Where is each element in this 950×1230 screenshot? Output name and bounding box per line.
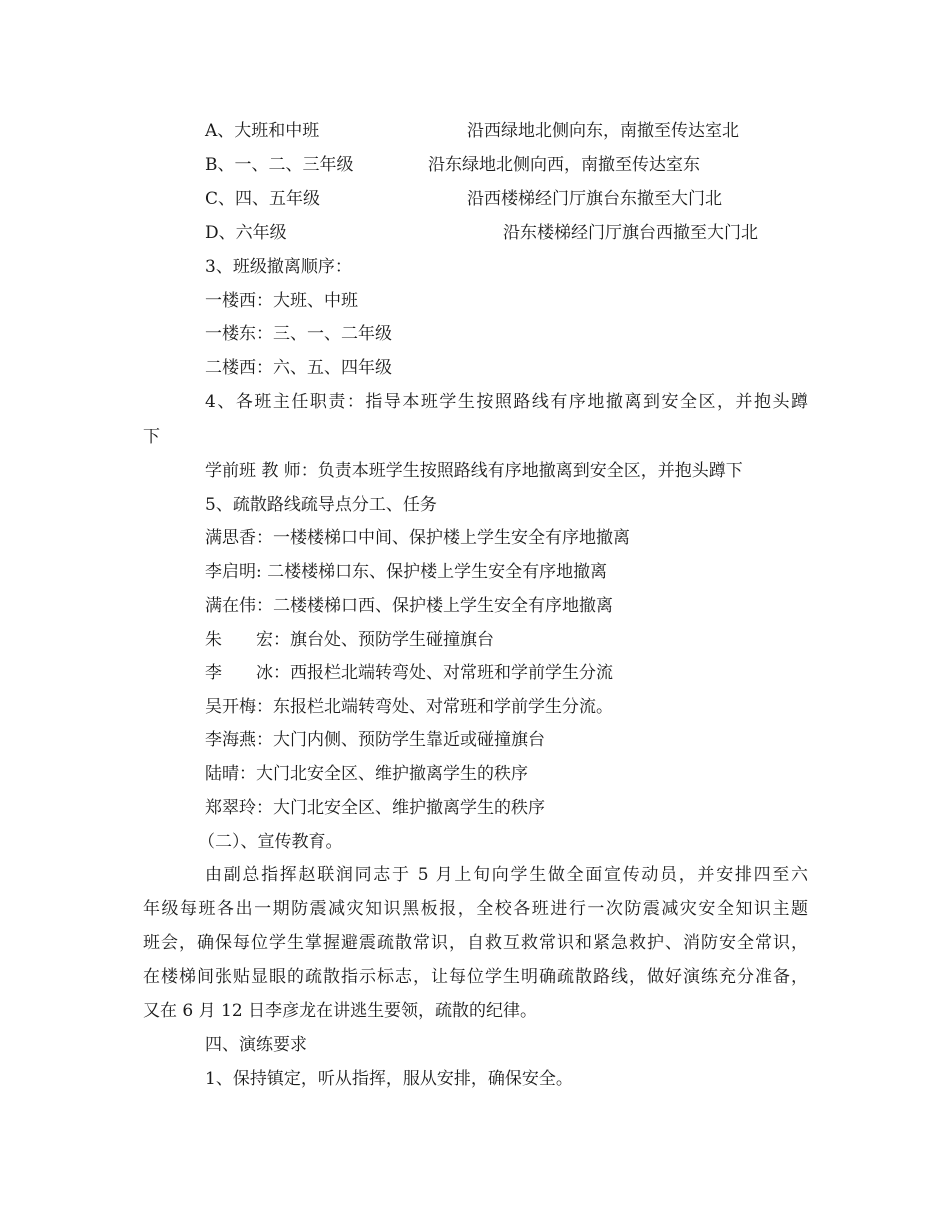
requirements-heading: 四、演练要求 [205,1035,307,1055]
order-line: 一楼东：三、一、二年级 [205,324,392,344]
duty-heading: 4、各班主任职责：指导本班学生按照路线有序地撤离到安全区，并抱头蹲 [205,392,808,412]
order-heading: 3、班级撤离顺序： [205,257,352,277]
requirement-item: 1、保持镇定，听从指挥，服从安排，确保安全。 [205,1069,573,1089]
route-path-b: 沿东绿地北侧向西，南撤至传达室东 [428,155,700,175]
order-line: 一楼西：大班、中班 [205,291,358,311]
publicity-paragraph-line: 又在 6 月 12 日李彦龙在讲逃生要领，疏散的纪律。 [143,1001,538,1021]
guide-line: 李海燕：大门内侧、预防学生靠近或碰撞旗台 [205,730,545,750]
route-group-c: C、四、五年级 [205,189,321,209]
guide-line: 满思香：一楼楼梯口中间、保护楼上学生安全有序地撤离 [205,528,630,548]
publicity-heading: （二）、宣传教育。 [198,832,343,852]
guide-line: 朱 宏：旗台处、预防学生碰撞旗台 [205,630,494,650]
guide-line: 吴开梅：东报栏北端转弯处、对常班和学前学生分流。 [205,697,613,717]
guide-line: 满在伟：二楼楼梯口西、保护楼上学生安全有序地撤离 [205,596,613,616]
publicity-paragraph-line: 由副总指挥赵联润同志于 5 月上旬向学生做全面宣传动员，并安排四至六 [205,865,808,885]
route-path-d: 沿东楼梯经门厅旗台西撤至大门北 [503,223,758,243]
route-group-a: A、大班和中班 [205,121,320,141]
route-group-d: D、六年级 [205,223,287,243]
order-line: 二楼西：六、五、四年级 [205,358,392,378]
guide-line: 郑翠玲：大门北安全区、维护撤离学生的秩序 [205,798,545,818]
guide-line: 李启明: 二楼楼梯口东、保护楼上学生安全有序地撤离 [205,562,608,582]
guide-line: 陆晴：大门北安全区、维护撤离学生的秩序 [205,764,528,784]
preschool-duty: 学前班 教 师：负责本班学生按照路线有序地撤离到安全区，并抱头蹲下 [205,461,743,481]
duty-heading-wrap: 下 [143,427,160,447]
publicity-paragraph-line: 在楼梯间张贴显眼的疏散指示标志，让每位学生明确疏散路线，做好演练充分准备， [143,967,808,987]
route-path-a: 沿西绿地北侧向东，南撤至传达室北 [467,121,739,141]
publicity-paragraph-line: 班会，确保每位学生掌握避震疏散常识，自救互救常识和紧急救护、消防安全常识， [143,933,808,953]
route-path-c: 沿西楼梯经门厅旗台东撤至大门北 [467,189,722,209]
guides-heading: 5、疏散路线疏导点分工、任务 [205,495,437,515]
guide-line: 李 冰：西报栏北端转弯处、对常班和学前学生分流 [205,663,613,683]
publicity-paragraph-line: 年级每班各出一期防震减灾知识黑板报，全校各班进行一次防震减灾安全知识主题 [143,899,808,919]
route-group-b: B、一、二、三年级 [205,155,354,175]
